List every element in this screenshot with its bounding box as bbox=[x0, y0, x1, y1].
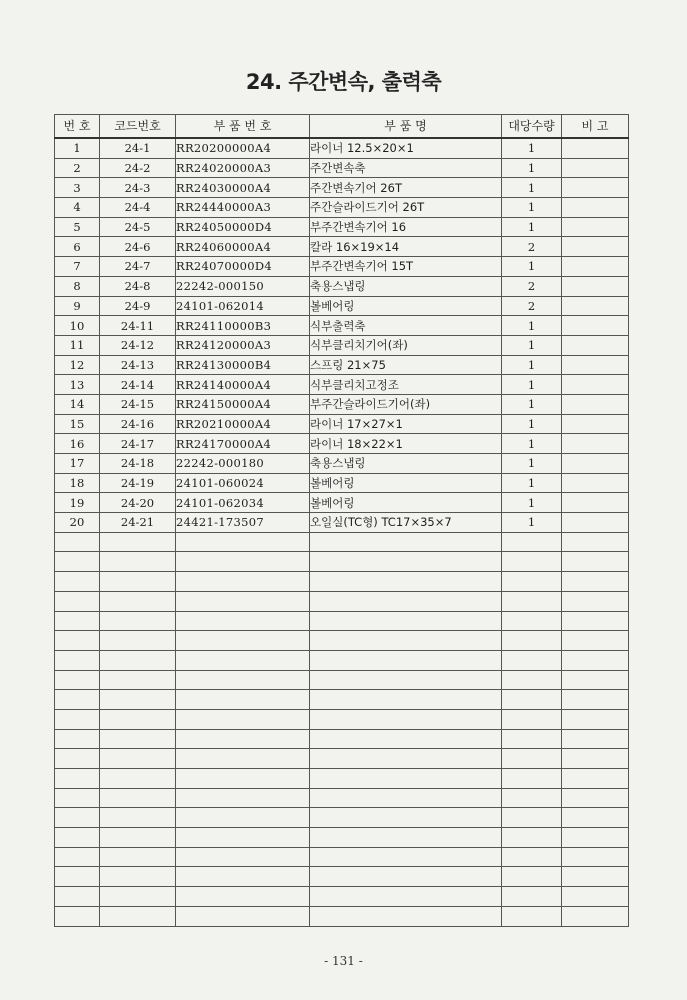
table-row bbox=[55, 434, 629, 454]
cell-part-no-empty bbox=[176, 572, 310, 592]
cell-code: 24-14 bbox=[100, 375, 176, 395]
cell-name: 식부클리치고정조 bbox=[310, 375, 502, 395]
cell-qty-empty bbox=[502, 769, 562, 789]
table-row bbox=[55, 513, 629, 533]
cell-remarks bbox=[562, 335, 629, 355]
cell-name-empty bbox=[310, 552, 502, 572]
cell-part-no: RR24130000B4 bbox=[176, 355, 310, 375]
table-row bbox=[55, 178, 629, 198]
cell-qty: 1 bbox=[502, 394, 562, 414]
cell-remarks bbox=[562, 414, 629, 434]
cell-no: 20 bbox=[55, 513, 100, 533]
cell-code-empty bbox=[100, 867, 176, 887]
cell-no-empty bbox=[55, 650, 100, 670]
table-row bbox=[55, 335, 629, 355]
cell-name: 볼베어링 bbox=[310, 493, 502, 513]
cell-remarks-empty bbox=[562, 906, 629, 926]
cell-no-empty bbox=[55, 906, 100, 926]
cell-name: 식부출력축 bbox=[310, 316, 502, 336]
cell-qty-empty bbox=[502, 887, 562, 907]
cell-part-no-empty bbox=[176, 808, 310, 828]
cell-code-empty bbox=[100, 788, 176, 808]
cell-name-empty bbox=[310, 572, 502, 592]
cell-code-empty bbox=[100, 631, 176, 651]
cell-code: 24-20 bbox=[100, 493, 176, 513]
cell-code: 24-1 bbox=[100, 138, 176, 158]
cell-name: 주간변속기어 26T bbox=[310, 178, 502, 198]
cell-remarks-empty bbox=[562, 690, 629, 710]
table-row-empty bbox=[55, 552, 629, 572]
cell-remarks bbox=[562, 178, 629, 198]
cell-no: 15 bbox=[55, 414, 100, 434]
cell-name-empty bbox=[310, 709, 502, 729]
cell-qty-empty bbox=[502, 552, 562, 572]
cell-remarks bbox=[562, 138, 629, 158]
cell-part-no-empty bbox=[176, 769, 310, 789]
table-row bbox=[55, 394, 629, 414]
cell-qty-empty bbox=[502, 670, 562, 690]
cell-part-no-empty bbox=[176, 749, 310, 769]
cell-part-no-empty bbox=[176, 690, 310, 710]
cell-qty: 1 bbox=[502, 434, 562, 454]
cell-remarks bbox=[562, 375, 629, 395]
cell-name-empty bbox=[310, 788, 502, 808]
cell-code-empty bbox=[100, 611, 176, 631]
cell-remarks-empty bbox=[562, 650, 629, 670]
table-row bbox=[55, 276, 629, 296]
cell-part-no: 24421-173507 bbox=[176, 513, 310, 533]
cell-name: 라이너 17×27×1 bbox=[310, 414, 502, 434]
cell-qty-empty bbox=[502, 828, 562, 848]
cell-no-empty bbox=[55, 611, 100, 631]
table-row-empty bbox=[55, 788, 629, 808]
cell-no-empty bbox=[55, 572, 100, 592]
cell-no: 13 bbox=[55, 375, 100, 395]
cell-code: 24-4 bbox=[100, 198, 176, 218]
cell-no: 12 bbox=[55, 355, 100, 375]
cell-qty-empty bbox=[502, 690, 562, 710]
cell-remarks-empty bbox=[562, 867, 629, 887]
table-row bbox=[55, 296, 629, 316]
cell-qty: 1 bbox=[502, 158, 562, 178]
table-row-empty bbox=[55, 532, 629, 552]
cell-remarks-empty bbox=[562, 887, 629, 907]
cell-no: 1 bbox=[55, 138, 100, 158]
cell-part-no: RR24020000A3 bbox=[176, 158, 310, 178]
cell-remarks-empty bbox=[562, 729, 629, 749]
cell-qty-empty bbox=[502, 631, 562, 651]
cell-remarks-empty bbox=[562, 847, 629, 867]
cell-part-no: RR24070000D4 bbox=[176, 257, 310, 277]
cell-code: 24-13 bbox=[100, 355, 176, 375]
table-row bbox=[55, 414, 629, 434]
cell-code: 24-19 bbox=[100, 473, 176, 493]
table-row bbox=[55, 375, 629, 395]
table-row-empty bbox=[55, 709, 629, 729]
cell-name-empty bbox=[310, 808, 502, 828]
cell-code: 24-5 bbox=[100, 217, 176, 237]
cell-code-empty bbox=[100, 650, 176, 670]
table-row-empty bbox=[55, 867, 629, 887]
cell-code-empty bbox=[100, 749, 176, 769]
cell-qty: 1 bbox=[502, 355, 562, 375]
cell-code-empty bbox=[100, 709, 176, 729]
cell-name: 오일실(TC형) TC17×35×7 bbox=[310, 513, 502, 533]
cell-no: 6 bbox=[55, 237, 100, 257]
cell-remarks-empty bbox=[562, 611, 629, 631]
cell-remarks-empty bbox=[562, 552, 629, 572]
cell-remarks-empty bbox=[562, 572, 629, 592]
cell-code-empty bbox=[100, 532, 176, 552]
cell-no: 14 bbox=[55, 394, 100, 414]
table-row bbox=[55, 473, 629, 493]
header-code: 코드번호 bbox=[100, 115, 176, 139]
cell-qty: 2 bbox=[502, 276, 562, 296]
cell-part-no: RR20200000A4 bbox=[176, 138, 310, 158]
cell-code-empty bbox=[100, 572, 176, 592]
cell-qty: 1 bbox=[502, 316, 562, 336]
cell-part-no: 24101-062014 bbox=[176, 296, 310, 316]
cell-name: 주간슬라이드기어 26T bbox=[310, 198, 502, 218]
cell-part-no-empty bbox=[176, 906, 310, 926]
cell-code: 24-15 bbox=[100, 394, 176, 414]
cell-code-empty bbox=[100, 552, 176, 572]
cell-part-no: RR24060000A4 bbox=[176, 237, 310, 257]
cell-remarks bbox=[562, 434, 629, 454]
cell-code-empty bbox=[100, 847, 176, 867]
cell-code: 24-21 bbox=[100, 513, 176, 533]
cell-remarks-empty bbox=[562, 788, 629, 808]
cell-code: 24-17 bbox=[100, 434, 176, 454]
cell-part-no-empty bbox=[176, 867, 310, 887]
cell-part-no-empty bbox=[176, 591, 310, 611]
cell-remarks bbox=[562, 158, 629, 178]
cell-remarks bbox=[562, 513, 629, 533]
cell-no: 16 bbox=[55, 434, 100, 454]
cell-remarks bbox=[562, 257, 629, 277]
cell-part-no-empty bbox=[176, 887, 310, 907]
cell-remarks-empty bbox=[562, 749, 629, 769]
cell-code: 24-3 bbox=[100, 178, 176, 198]
cell-qty-empty bbox=[502, 532, 562, 552]
cell-no-empty bbox=[55, 847, 100, 867]
cell-remarks bbox=[562, 217, 629, 237]
cell-name-empty bbox=[310, 650, 502, 670]
cell-name-empty bbox=[310, 729, 502, 749]
cell-part-no-empty bbox=[176, 670, 310, 690]
cell-part-no: RR24110000B3 bbox=[176, 316, 310, 336]
cell-no-empty bbox=[55, 532, 100, 552]
table-row-empty bbox=[55, 611, 629, 631]
cell-no: 11 bbox=[55, 335, 100, 355]
cell-part-no: RR24170000A4 bbox=[176, 434, 310, 454]
cell-code: 24-11 bbox=[100, 316, 176, 336]
cell-no-empty bbox=[55, 709, 100, 729]
table-row bbox=[55, 217, 629, 237]
cell-qty-empty bbox=[502, 808, 562, 828]
cell-no: 10 bbox=[55, 316, 100, 336]
cell-no-empty bbox=[55, 808, 100, 828]
table-row bbox=[55, 316, 629, 336]
cell-part-no-empty bbox=[176, 611, 310, 631]
cell-no-empty bbox=[55, 552, 100, 572]
cell-no-empty bbox=[55, 591, 100, 611]
cell-name-empty bbox=[310, 690, 502, 710]
cell-name: 주간변속축 bbox=[310, 158, 502, 178]
cell-part-no-empty bbox=[176, 828, 310, 848]
header-no: 번 호 bbox=[55, 115, 100, 139]
table-row-empty bbox=[55, 591, 629, 611]
cell-code: 24-8 bbox=[100, 276, 176, 296]
cell-name-empty bbox=[310, 611, 502, 631]
table-body bbox=[55, 138, 629, 926]
cell-qty-empty bbox=[502, 611, 562, 631]
cell-code-empty bbox=[100, 591, 176, 611]
cell-name-empty bbox=[310, 867, 502, 887]
cell-part-no-empty bbox=[176, 631, 310, 651]
cell-code: 24-2 bbox=[100, 158, 176, 178]
cell-name-empty bbox=[310, 887, 502, 907]
table-row-empty bbox=[55, 729, 629, 749]
cell-part-no-empty bbox=[176, 552, 310, 572]
cell-name: 칼라 16×19×14 bbox=[310, 237, 502, 257]
cell-no-empty bbox=[55, 828, 100, 848]
cell-part-no: 22242-000150 bbox=[176, 276, 310, 296]
cell-no: 17 bbox=[55, 454, 100, 474]
cell-name-empty bbox=[310, 828, 502, 848]
table-row bbox=[55, 138, 629, 158]
cell-no-empty bbox=[55, 887, 100, 907]
cell-qty: 1 bbox=[502, 414, 562, 434]
cell-qty: 1 bbox=[502, 493, 562, 513]
cell-no-empty bbox=[55, 769, 100, 789]
cell-code: 24-16 bbox=[100, 414, 176, 434]
cell-part-no: 24101-060024 bbox=[176, 473, 310, 493]
table-row-empty bbox=[55, 847, 629, 867]
cell-part-no: 22242-000180 bbox=[176, 454, 310, 474]
cell-part-no: RR24120000A3 bbox=[176, 335, 310, 355]
cell-qty: 2 bbox=[502, 296, 562, 316]
cell-qty-empty bbox=[502, 906, 562, 926]
cell-remarks-empty bbox=[562, 828, 629, 848]
cell-part-no-empty bbox=[176, 788, 310, 808]
table-row-empty bbox=[55, 887, 629, 907]
cell-qty: 1 bbox=[502, 335, 562, 355]
cell-remarks-empty bbox=[562, 532, 629, 552]
cell-code: 24-6 bbox=[100, 237, 176, 257]
table-row bbox=[55, 257, 629, 277]
cell-part-no: RR20210000A4 bbox=[176, 414, 310, 434]
cell-no: 18 bbox=[55, 473, 100, 493]
cell-no: 4 bbox=[55, 198, 100, 218]
table-header-row bbox=[55, 115, 629, 139]
cell-no: 8 bbox=[55, 276, 100, 296]
cell-qty: 1 bbox=[502, 178, 562, 198]
cell-qty: 1 bbox=[502, 454, 562, 474]
cell-name: 축용스냅링 bbox=[310, 454, 502, 474]
cell-part-no: RR24150000A4 bbox=[176, 394, 310, 414]
cell-name: 부주간슬라이드기어(좌) bbox=[310, 394, 502, 414]
cell-code-empty bbox=[100, 670, 176, 690]
cell-name-empty bbox=[310, 906, 502, 926]
cell-remarks bbox=[562, 276, 629, 296]
cell-no-empty bbox=[55, 631, 100, 651]
cell-remarks-empty bbox=[562, 709, 629, 729]
cell-remarks bbox=[562, 355, 629, 375]
cell-remarks bbox=[562, 296, 629, 316]
table-row bbox=[55, 198, 629, 218]
cell-no: 2 bbox=[55, 158, 100, 178]
cell-no-empty bbox=[55, 749, 100, 769]
cell-qty: 1 bbox=[502, 375, 562, 395]
cell-qty-empty bbox=[502, 788, 562, 808]
cell-qty-empty bbox=[502, 749, 562, 769]
cell-name: 식부클리치기어(좌) bbox=[310, 335, 502, 355]
cell-code-empty bbox=[100, 808, 176, 828]
cell-qty-empty bbox=[502, 709, 562, 729]
table-row-empty bbox=[55, 572, 629, 592]
table-row-empty bbox=[55, 828, 629, 848]
table-row-empty bbox=[55, 631, 629, 651]
cell-qty-empty bbox=[502, 591, 562, 611]
cell-code: 24-9 bbox=[100, 296, 176, 316]
cell-name: 부주간변속기어 15T bbox=[310, 257, 502, 277]
table-row bbox=[55, 158, 629, 178]
table-row-empty bbox=[55, 808, 629, 828]
cell-code-empty bbox=[100, 769, 176, 789]
cell-name-empty bbox=[310, 749, 502, 769]
cell-code: 24-18 bbox=[100, 454, 176, 474]
cell-qty-empty bbox=[502, 650, 562, 670]
cell-remarks-empty bbox=[562, 631, 629, 651]
page-number: - 131 - bbox=[324, 954, 363, 968]
cell-name-empty bbox=[310, 631, 502, 651]
table-row-empty bbox=[55, 769, 629, 789]
cell-code-empty bbox=[100, 906, 176, 926]
cell-code: 24-7 bbox=[100, 257, 176, 277]
cell-name: 라이너 18×22×1 bbox=[310, 434, 502, 454]
cell-no-empty bbox=[55, 690, 100, 710]
cell-name: 라이너 12.5×20×1 bbox=[310, 138, 502, 158]
table-row bbox=[55, 454, 629, 474]
parts-table bbox=[54, 114, 629, 927]
table-row-empty bbox=[55, 749, 629, 769]
cell-qty: 1 bbox=[502, 217, 562, 237]
table-row-empty bbox=[55, 650, 629, 670]
table-row-empty bbox=[55, 690, 629, 710]
cell-no-empty bbox=[55, 670, 100, 690]
cell-part-no: RR24050000D4 bbox=[176, 217, 310, 237]
cell-qty: 1 bbox=[502, 257, 562, 277]
header-name: 부 품 명 bbox=[310, 115, 502, 139]
header-remarks: 비 고 bbox=[562, 115, 629, 139]
cell-part-no: RR24440000A3 bbox=[176, 198, 310, 218]
cell-remarks-empty bbox=[562, 808, 629, 828]
cell-name: 부주간변속기어 16 bbox=[310, 217, 502, 237]
cell-qty-empty bbox=[502, 847, 562, 867]
cell-no: 9 bbox=[55, 296, 100, 316]
cell-part-no: 24101-062034 bbox=[176, 493, 310, 513]
cell-code-empty bbox=[100, 887, 176, 907]
cell-name: 볼베어링 bbox=[310, 296, 502, 316]
cell-no: 3 bbox=[55, 178, 100, 198]
cell-remarks bbox=[562, 237, 629, 257]
table-row-empty bbox=[55, 906, 629, 926]
cell-part-no-empty bbox=[176, 650, 310, 670]
table-row-empty bbox=[55, 670, 629, 690]
cell-remarks-empty bbox=[562, 769, 629, 789]
cell-part-no: RR24030000A4 bbox=[176, 178, 310, 198]
cell-name-empty bbox=[310, 769, 502, 789]
cell-qty-empty bbox=[502, 729, 562, 749]
cell-remarks bbox=[562, 394, 629, 414]
cell-remarks bbox=[562, 198, 629, 218]
cell-qty: 1 bbox=[502, 513, 562, 533]
cell-no: 7 bbox=[55, 257, 100, 277]
cell-name-empty bbox=[310, 670, 502, 690]
cell-code-empty bbox=[100, 690, 176, 710]
cell-part-no-empty bbox=[176, 847, 310, 867]
cell-remarks-empty bbox=[562, 670, 629, 690]
cell-no-empty bbox=[55, 729, 100, 749]
cell-name: 축용스냅링 bbox=[310, 276, 502, 296]
cell-remarks bbox=[562, 454, 629, 474]
cell-qty-empty bbox=[502, 867, 562, 887]
header-part-no: 부 품 번 호 bbox=[176, 115, 310, 139]
cell-name-empty bbox=[310, 591, 502, 611]
cell-name-empty bbox=[310, 532, 502, 552]
table-row bbox=[55, 237, 629, 257]
cell-qty: 1 bbox=[502, 473, 562, 493]
cell-no-empty bbox=[55, 867, 100, 887]
cell-remarks bbox=[562, 493, 629, 513]
cell-remarks-empty bbox=[562, 591, 629, 611]
cell-remarks bbox=[562, 473, 629, 493]
cell-code-empty bbox=[100, 828, 176, 848]
cell-qty: 1 bbox=[502, 138, 562, 158]
cell-part-no-empty bbox=[176, 532, 310, 552]
cell-qty: 2 bbox=[502, 237, 562, 257]
header-qty: 대당수량 bbox=[502, 115, 562, 139]
cell-no-empty bbox=[55, 788, 100, 808]
cell-name: 스프링 21×75 bbox=[310, 355, 502, 375]
cell-part-no: RR24140000A4 bbox=[176, 375, 310, 395]
cell-no: 19 bbox=[55, 493, 100, 513]
cell-part-no-empty bbox=[176, 729, 310, 749]
cell-name: 볼베어링 bbox=[310, 473, 502, 493]
cell-code: 24-12 bbox=[100, 335, 176, 355]
cell-name-empty bbox=[310, 847, 502, 867]
cell-part-no-empty bbox=[176, 709, 310, 729]
cell-no: 5 bbox=[55, 217, 100, 237]
page-title: 24. 주간변속, 출력축 bbox=[245, 70, 442, 94]
table-row bbox=[55, 355, 629, 375]
cell-qty-empty bbox=[502, 572, 562, 592]
table-row bbox=[55, 493, 629, 513]
cell-code-empty bbox=[100, 729, 176, 749]
cell-qty: 1 bbox=[502, 198, 562, 218]
cell-remarks bbox=[562, 316, 629, 336]
